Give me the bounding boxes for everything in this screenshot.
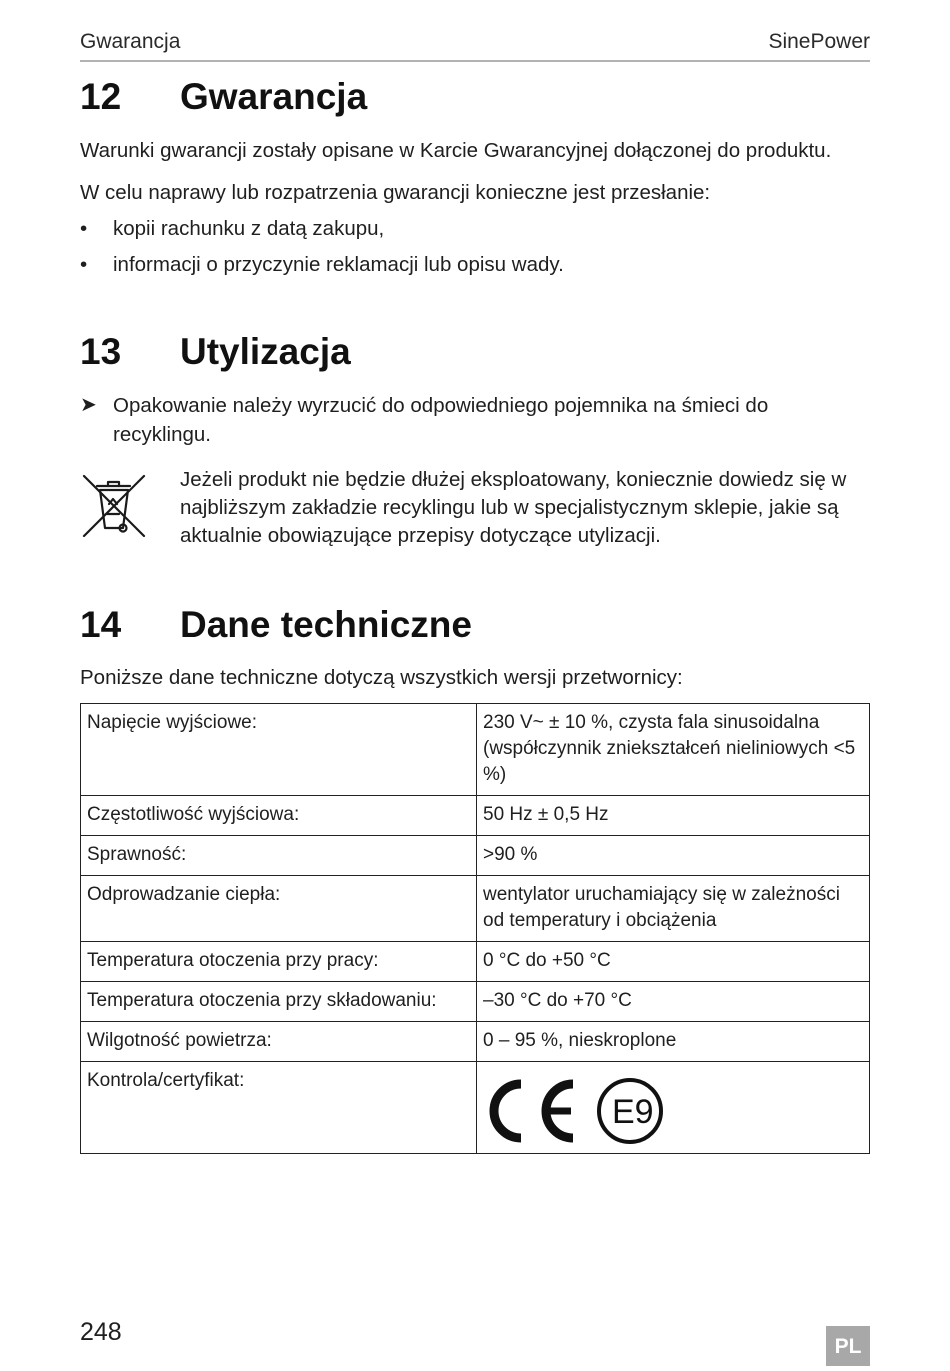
table-row bbox=[81, 704, 870, 796]
section-heading-warranty bbox=[80, 76, 367, 118]
section-title: Dane techniczne bbox=[180, 604, 472, 645]
table-row bbox=[81, 836, 870, 876]
section-heading-technical-data bbox=[80, 604, 472, 646]
section-title: Utylizacja bbox=[180, 331, 351, 372]
header-divider bbox=[80, 60, 870, 62]
spec-value: 50 Hz ± 0,5 Hz bbox=[477, 796, 870, 836]
spec-value bbox=[477, 1062, 870, 1154]
spec-label: Napięcie wyjściowe: bbox=[81, 704, 477, 796]
spec-table bbox=[80, 703, 870, 1154]
spec-label: Kontrola/certyfikat: bbox=[81, 1062, 477, 1154]
list-item-text: kopii rachunku z datą zakupu, bbox=[113, 217, 385, 240]
warranty-intro: Warunki gwarancji zostały opisane w Karcie Gwarancyjnej dołączonej do produktu. bbox=[80, 139, 832, 162]
disposal-note: Jeżeli produkt nie będzie dłużej eksploatowany, koniecznie dowiedz się w najbliższym zakładzie recyklingu lub w specjalistycznym sklepie, jakie są aktualnie obowiązujące przepisy dotyczące utylizacji. bbox=[180, 468, 847, 547]
ce-mark-icon bbox=[483, 1076, 577, 1146]
spec-label: Częstotliwość wyjściowa: bbox=[81, 796, 477, 836]
bullet-marker: • bbox=[80, 253, 88, 276]
spec-label: Odprowadzanie ciepła: bbox=[81, 876, 477, 942]
page-number: 248 bbox=[80, 1318, 122, 1346]
table-row bbox=[81, 796, 870, 836]
disposal-action-text: Opakowanie należy wyrzucić do odpowiedniego pojemnika na śmieci do recyklingu. bbox=[113, 394, 769, 446]
language-tab: PL bbox=[826, 1326, 870, 1366]
list-item-text: informacji o przyczynie reklamacji lub opisu wady. bbox=[113, 253, 564, 276]
e9-mark-icon bbox=[595, 1076, 665, 1146]
spec-value: >90 % bbox=[477, 836, 870, 876]
specs-intro: Poniższe dane techniczne dotyczą wszystkich wersji przetwornicy: bbox=[80, 666, 683, 689]
spec-value: 0 – 95 %, nieskroplone bbox=[477, 1022, 870, 1062]
spec-value: –30 °C do +70 °C bbox=[477, 982, 870, 1022]
section-number: 14 bbox=[80, 604, 122, 645]
table-row bbox=[81, 942, 870, 982]
spec-label: Sprawność: bbox=[81, 836, 477, 876]
table-row bbox=[81, 982, 870, 1022]
section-heading-disposal bbox=[80, 331, 351, 373]
table-row bbox=[81, 1062, 870, 1154]
spec-value: 0 °C do +50 °C bbox=[477, 942, 870, 982]
section-number: 13 bbox=[80, 331, 122, 372]
spec-label: Temperatura otoczenia przy składowaniu: bbox=[81, 982, 477, 1022]
running-header-product: SinePower bbox=[768, 30, 870, 53]
spec-value: wentylator uruchamiający się w zależności od temperatury i obciążenia bbox=[477, 876, 870, 942]
section-title: Gwarancja bbox=[180, 76, 368, 117]
section-number: 12 bbox=[80, 76, 122, 117]
certification-marks bbox=[483, 1068, 862, 1146]
spec-value: 230 V~ ± 10 %, czysta fala sinusoidalna (współczynnik zniekształceń nieliniowych <5 %) bbox=[477, 704, 870, 796]
weee-crossed-bin-icon bbox=[80, 470, 150, 540]
running-header-section: Gwarancja bbox=[80, 30, 181, 53]
table-row bbox=[81, 876, 870, 942]
arrow-marker-icon: ➤ bbox=[80, 394, 97, 416]
spec-label: Wilgotność powietrza: bbox=[81, 1022, 477, 1062]
bullet-marker: • bbox=[80, 217, 88, 240]
e-mark-label: E9 bbox=[612, 1093, 654, 1131]
table-row bbox=[81, 1022, 870, 1062]
spec-label: Temperatura otoczenia przy pracy: bbox=[81, 942, 477, 982]
warranty-requirement: W celu naprawy lub rozpatrzenia gwarancji konieczne jest przesłanie: bbox=[80, 181, 711, 204]
disposal-action bbox=[80, 391, 870, 449]
